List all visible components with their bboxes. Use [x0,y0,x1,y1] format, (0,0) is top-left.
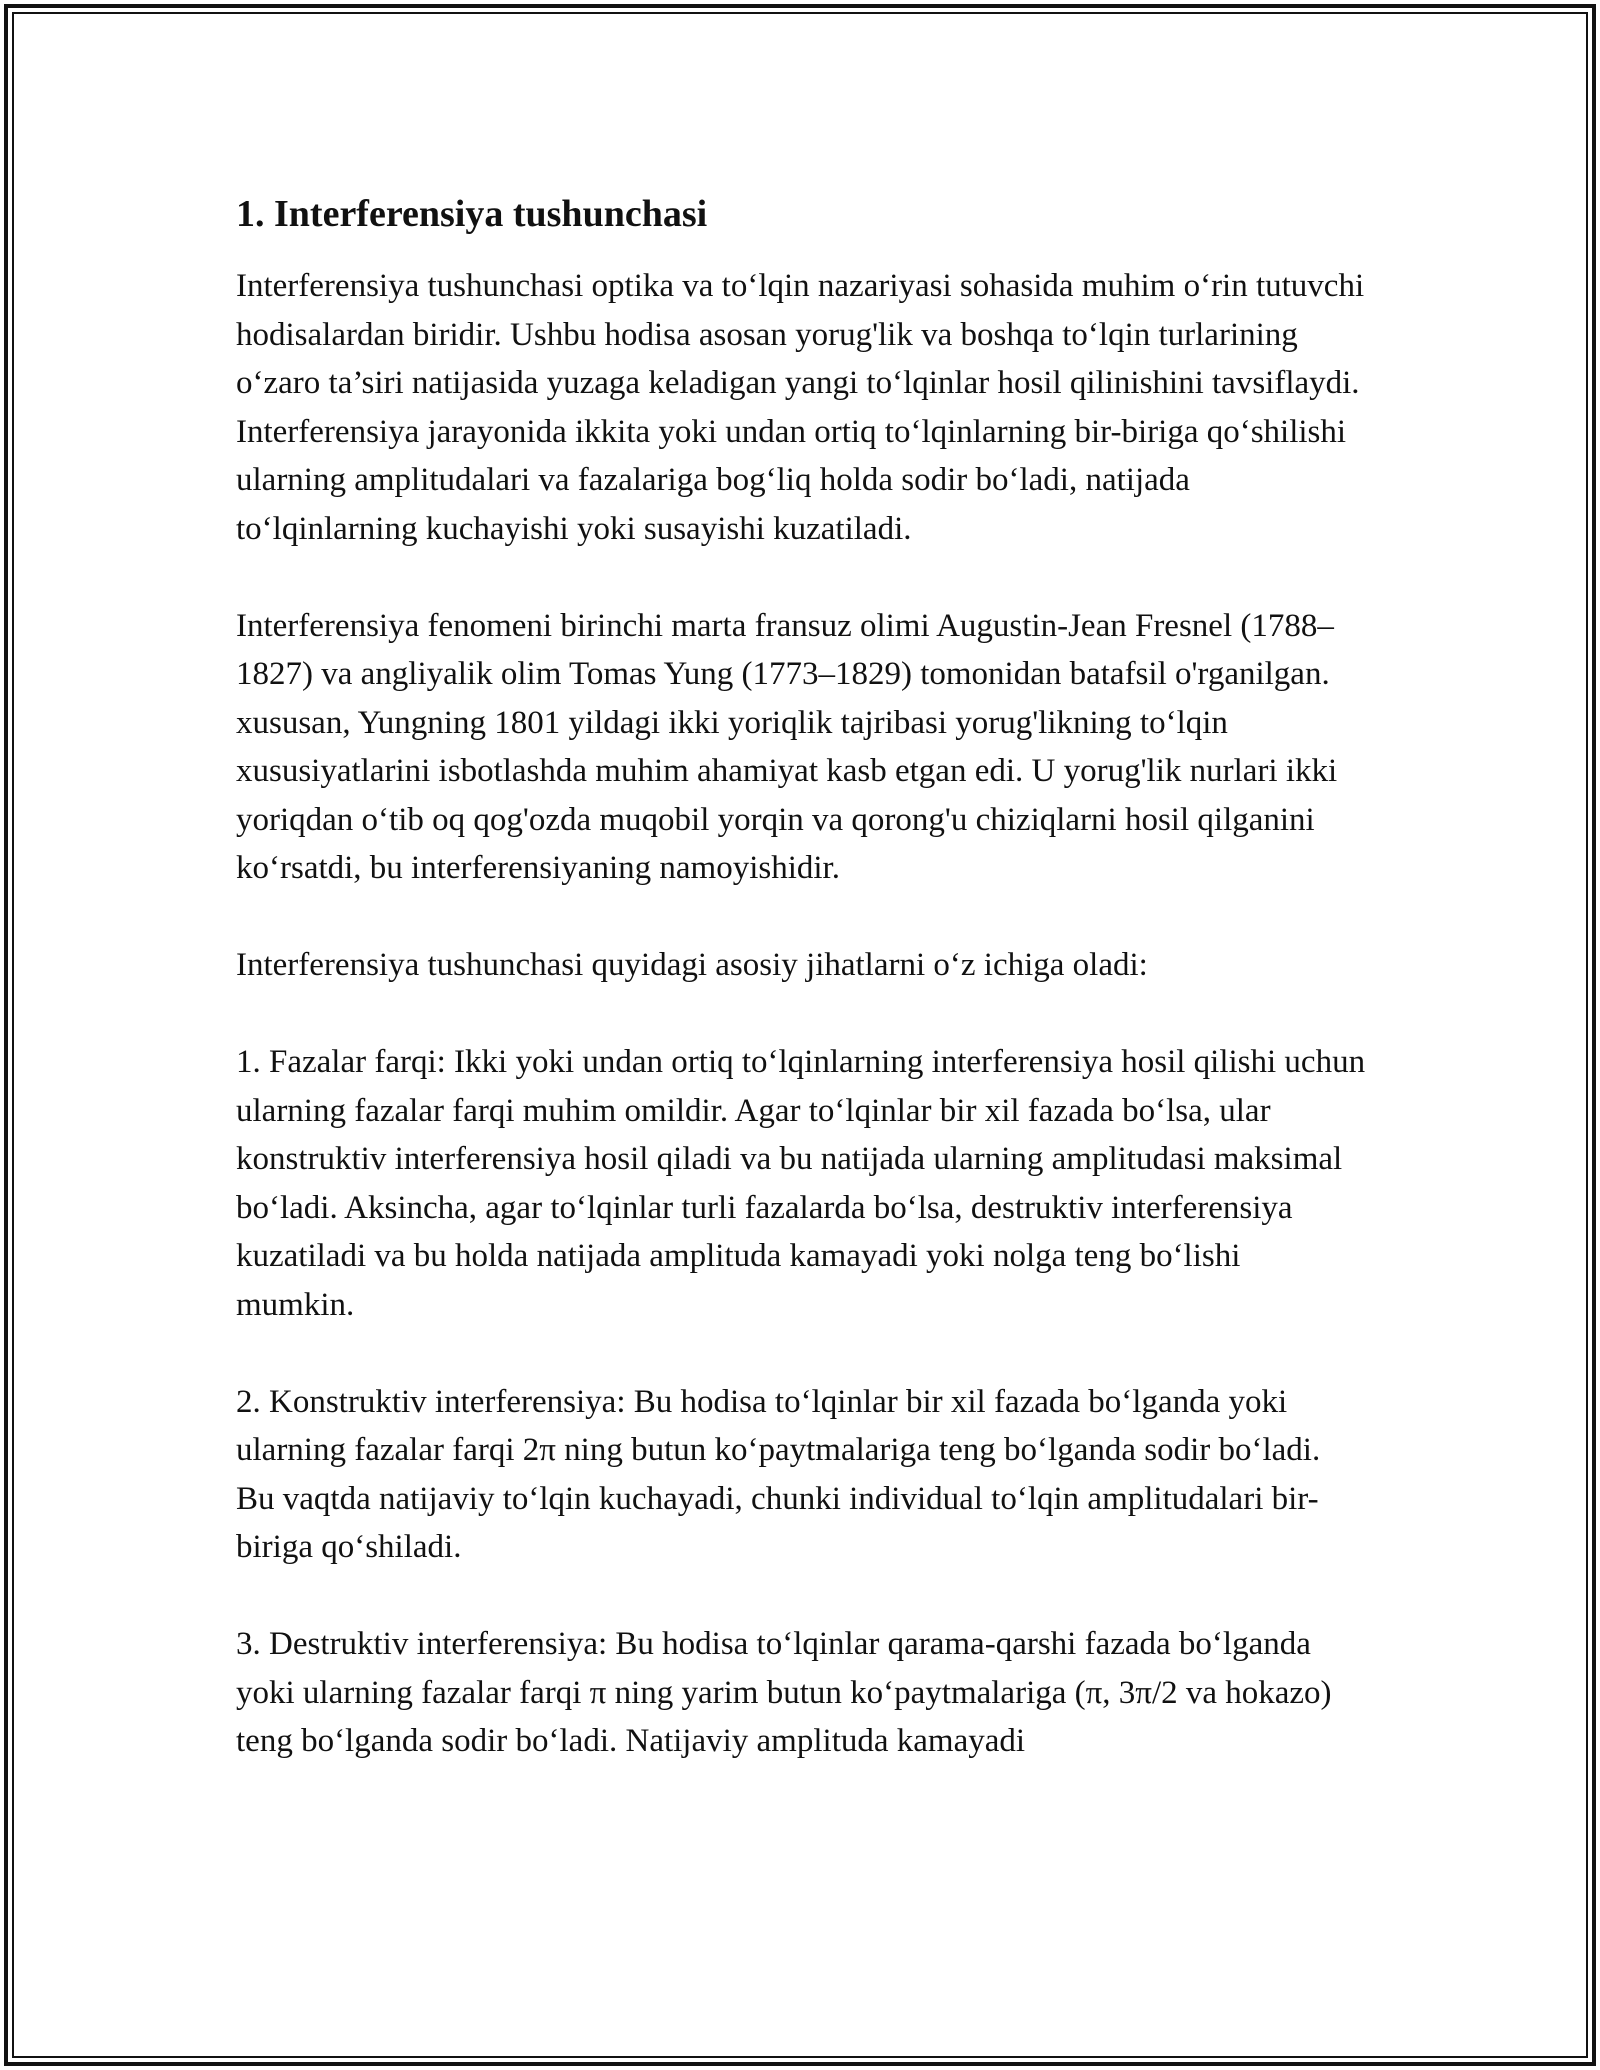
paragraph-constructive: 2. Konstruktiv interferensiya: Bu hodisa to‘lqinlar bir xil fazada bo‘lganda yoki ularning fazalar farqi 2π ning butun ko‘paytmalariga teng bo‘lganda sodir bo‘ladi. Bu vaqtda natijaviy to‘lqin kuchayadi, chunki individual to‘lqin amplitudalari bir-biriga qo‘shiladi. [236,1383,1321,1565]
document-body [236,186,1366,1766]
section-heading: 1. Interferensiya tushunchasi [236,193,708,235]
paragraph-aspects-intro: Interferensiya tushunchasi quyidagi asosiy jihatlarni o‘z ichiga oladi: [236,947,1148,983]
paragraph-history: Interferensiya fenomeni birinchi marta fransuz olimi Augustin-Jean Fresnel (1788–1827) va angliyalik olim Tomas Yung (1773–1829) tomonidan batafsil o'rganilgan. xususan, Yungning 1801 yildagi ikki yoriqlik tajribasi yorug'likning to‘lqin xususiyatlarini isbotlashda muhim ahamiyat kasb etgan edi. U yorug'lik nurlari ikki yoriqdan o‘tib oq qog'ozda muqobil yorqin va qorong'u chiziqlarni hosil qilganini ko‘rsatdi, bu interferensiyaning namoyishidir. [236,607,1338,886]
paragraph-destructive: 3. Destruktiv interferensiya: Bu hodisa to‘lqinlar qarama-qarshi fazada bo‘lganda yoki ularning fazalar farqi π ning yarim butun ko‘paytmalariga (π, 3π/2 va hokazo) teng bo‘lganda sodir bo‘ladi. Natijaviy amplituda kamayadi [236,1626,1332,1759]
paragraph-intro: Interferensiya tushunchasi optika va to‘lqin nazariyasi sohasida muhim o‘rin tutuvchi hodisalardan biridir. Ushbu hodisa asosan yorug'lik va boshqa to‘lqin turlarining o‘zaro ta’siri natijasida yuzaga keladigan yangi to‘lqinlar hosil qilinishini tavsiflaydi. Interferensiya jarayonida ikkita yoki undan ortiq to‘lqinlarning bir-biriga qo‘shilishi ularning amplitudalari va fazalariga bog‘liq holda sodir bo‘ladi, natijada to‘lqinlarning kuchayishi yoki susayishi kuzatiladi. [236,268,1365,547]
paragraph-phase-difference: 1. Fazalar farqi: Ikki yoki undan ortiq to‘lqinlarning interferensiya hosil qilishi uchun ularning fazalar farqi muhim omildir. Agar to‘lqinlar bir xil fazada bo‘lsa, ular konstruktiv interferensiya hosil qiladi va bu natijada ularning amplitudasi maksimal bo‘ladi. Aksincha, agar to‘lqinlar turli fazalarda bo‘lsa, destruktiv interferensiya kuzatiladi va bu holda natijada amplituda kamayadi yoki nolga teng bo‘lishi mumkin. [236,1044,1366,1323]
